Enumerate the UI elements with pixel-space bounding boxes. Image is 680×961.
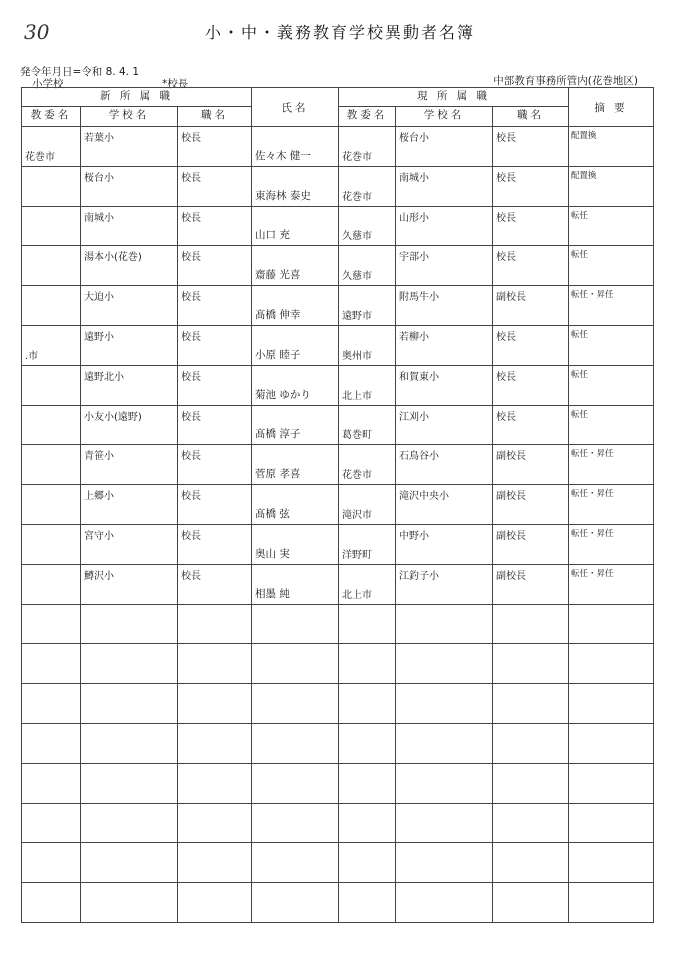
current-board-cell-text: 花巻市 bbox=[342, 470, 372, 482]
empty-cell bbox=[252, 644, 339, 684]
person-name-cell-text: 小原 睦子 bbox=[255, 348, 301, 361]
new-board-cell bbox=[22, 524, 81, 564]
empty-cell bbox=[339, 883, 396, 923]
new-school-cell-text: 桜台小 bbox=[84, 172, 114, 184]
current-title-cell-text: 副校長 bbox=[496, 530, 526, 542]
empty-cell bbox=[569, 763, 654, 803]
person-name-cell-text: 髙橋 淳子 bbox=[255, 428, 301, 441]
empty-cell bbox=[396, 644, 493, 684]
empty-table-row bbox=[22, 803, 654, 843]
empty-cell bbox=[339, 723, 396, 763]
empty-table-row bbox=[22, 604, 654, 644]
new-school-cell bbox=[81, 564, 178, 604]
current-school-cell bbox=[396, 564, 493, 604]
current-board-cell bbox=[339, 325, 396, 365]
empty-cell bbox=[493, 763, 569, 803]
new-title-cell bbox=[178, 485, 252, 525]
new-school-cell-text: 南城小 bbox=[84, 212, 114, 224]
new-school-cell-text: 若葉小 bbox=[84, 133, 114, 144]
position-label: *校長 bbox=[162, 78, 189, 90]
table-row bbox=[22, 365, 654, 405]
summary-cell bbox=[569, 445, 654, 485]
current-board-cell-text: 滝沢市 bbox=[342, 509, 372, 521]
new-board-cell bbox=[22, 246, 81, 286]
current-title-cell bbox=[493, 564, 569, 604]
new-title-cell bbox=[178, 206, 252, 246]
person-name-cell-text: 相墨 純 bbox=[255, 587, 290, 600]
empty-cell bbox=[22, 883, 81, 923]
current-title-cell-text: 校長 bbox=[496, 371, 516, 383]
current-title-cell bbox=[493, 166, 569, 206]
current-board-cell-text: 北上市 bbox=[342, 589, 372, 601]
new-title-cell-text: 校長 bbox=[181, 530, 201, 542]
current-title-cell-text: 校長 bbox=[496, 133, 516, 144]
new-title-cell bbox=[178, 445, 252, 485]
new-school-cell bbox=[81, 325, 178, 365]
new-title-cell bbox=[178, 127, 252, 167]
current-title-cell-text: 副校長 bbox=[496, 570, 526, 582]
current-title-cell bbox=[493, 206, 569, 246]
new-title-cell bbox=[178, 166, 252, 206]
new-board-cell bbox=[22, 325, 81, 365]
empty-cell bbox=[81, 604, 178, 644]
summary-cell-text: 転任 bbox=[571, 250, 589, 261]
new-school-cell bbox=[81, 365, 178, 405]
new-school-cell bbox=[81, 246, 178, 286]
new-school-cell-text: 遠野北小 bbox=[84, 371, 124, 383]
current-title-cell bbox=[493, 286, 569, 326]
empty-table-row bbox=[22, 684, 654, 724]
current-school-cell-text: 附馬牛小 bbox=[399, 292, 439, 304]
current-title-cell bbox=[493, 127, 569, 167]
new-board-cell bbox=[22, 127, 81, 167]
new-board-cell bbox=[22, 564, 81, 604]
summary-cell bbox=[569, 246, 654, 286]
current-school-cell bbox=[396, 524, 493, 564]
current-school-cell-text: 中野小 bbox=[399, 530, 429, 542]
current-school-cell bbox=[396, 286, 493, 326]
new-school-cell bbox=[81, 206, 178, 246]
empty-cell bbox=[22, 604, 81, 644]
empty-cell bbox=[396, 684, 493, 724]
summary-cell-text: 転任・昇任 bbox=[571, 528, 614, 539]
new-board-header: 教委名 bbox=[22, 107, 81, 127]
empty-cell bbox=[178, 843, 252, 883]
empty-cell bbox=[569, 723, 654, 763]
empty-cell bbox=[252, 883, 339, 923]
empty-cell bbox=[178, 723, 252, 763]
summary-cell bbox=[569, 286, 654, 326]
summary-cell bbox=[569, 524, 654, 564]
current-school-cell-text: 南城小 bbox=[399, 172, 429, 184]
person-name-cell-text: 髙橋 伸幸 bbox=[255, 308, 301, 321]
new-title-cell-text: 校長 bbox=[181, 371, 201, 383]
current-title-cell-text: 校長 bbox=[496, 172, 516, 184]
current-school-cell-text: 江刈小 bbox=[399, 411, 429, 423]
current-title-cell-text: 副校長 bbox=[496, 292, 526, 304]
empty-cell bbox=[493, 684, 569, 724]
summary-cell-text: 転任 bbox=[571, 369, 589, 380]
empty-cell bbox=[81, 644, 178, 684]
new-board-cell bbox=[22, 286, 81, 326]
empty-cell bbox=[396, 723, 493, 763]
current-board-cell-text: 花巻市 bbox=[342, 191, 372, 203]
person-name-cell-text: 菊池 ゆかり bbox=[255, 388, 311, 401]
empty-table-row bbox=[22, 644, 654, 684]
new-school-cell-text: 湯本小(花巻) bbox=[84, 252, 142, 264]
current-board-cell bbox=[339, 206, 396, 246]
current-title-cell-text: 副校長 bbox=[496, 491, 526, 503]
current-title-cell-text: 副校長 bbox=[496, 451, 526, 463]
empty-cell bbox=[493, 644, 569, 684]
empty-cell bbox=[339, 803, 396, 843]
new-board-cell bbox=[22, 365, 81, 405]
empty-cell bbox=[493, 843, 569, 883]
empty-cell bbox=[81, 763, 178, 803]
current-board-cell bbox=[339, 564, 396, 604]
summary-cell-text: 配置換 bbox=[571, 131, 597, 141]
person-name-cell bbox=[252, 206, 339, 246]
current-board-cell-text: 花巻市 bbox=[342, 151, 372, 163]
empty-cell bbox=[339, 644, 396, 684]
summary-cell bbox=[569, 166, 654, 206]
new-title-cell-text: 校長 bbox=[181, 491, 201, 503]
new-school-cell bbox=[81, 127, 178, 167]
empty-cell bbox=[22, 763, 81, 803]
summary-cell bbox=[569, 206, 654, 246]
current-school-cell-text: 石鳥谷小 bbox=[399, 451, 439, 463]
current-board-cell bbox=[339, 524, 396, 564]
new-title-cell-text: 校長 bbox=[181, 570, 201, 582]
empty-cell bbox=[22, 723, 81, 763]
table-row bbox=[22, 405, 654, 445]
new-school-cell bbox=[81, 445, 178, 485]
current-board-cell-text: 北上市 bbox=[342, 390, 372, 402]
current-assignment-header: 現 所 属 職 bbox=[339, 88, 569, 107]
new-title-cell bbox=[178, 564, 252, 604]
person-name-cell bbox=[252, 166, 339, 206]
table-row bbox=[22, 127, 654, 167]
empty-cell bbox=[81, 723, 178, 763]
empty-cell bbox=[339, 843, 396, 883]
empty-cell bbox=[339, 684, 396, 724]
person-name-cell bbox=[252, 445, 339, 485]
name-header: 氏名 bbox=[252, 88, 339, 127]
current-title-cell bbox=[493, 246, 569, 286]
new-school-cell-text: 大迫小 bbox=[84, 292, 114, 304]
empty-cell bbox=[569, 644, 654, 684]
current-title-cell-text: 校長 bbox=[496, 411, 516, 423]
empty-cell bbox=[178, 763, 252, 803]
empty-cell bbox=[22, 843, 81, 883]
empty-cell bbox=[22, 644, 81, 684]
summary-cell-text: 転任 bbox=[571, 409, 589, 420]
current-school-cell bbox=[396, 485, 493, 525]
person-name-cell bbox=[252, 564, 339, 604]
empty-cell bbox=[252, 604, 339, 644]
current-title-cell bbox=[493, 485, 569, 525]
empty-cell bbox=[569, 684, 654, 724]
empty-table-row bbox=[22, 843, 654, 883]
empty-cell bbox=[81, 883, 178, 923]
summary-cell-text: 転任 bbox=[571, 210, 589, 221]
new-title-header: 職名 bbox=[178, 107, 252, 127]
new-school-cell-text: 青笹小 bbox=[84, 451, 114, 463]
empty-cell bbox=[569, 843, 654, 883]
table-row bbox=[22, 246, 654, 286]
person-name-cell bbox=[252, 286, 339, 326]
table-row bbox=[22, 325, 654, 365]
current-board-cell-text: 葛巻町 bbox=[342, 430, 372, 442]
current-board-cell bbox=[339, 405, 396, 445]
current-school-cell bbox=[396, 246, 493, 286]
current-school-cell-text: 滝沢中央小 bbox=[399, 491, 449, 503]
empty-cell bbox=[569, 604, 654, 644]
current-school-cell bbox=[396, 166, 493, 206]
empty-cell bbox=[493, 723, 569, 763]
current-board-cell bbox=[339, 365, 396, 405]
current-title-cell-text: 校長 bbox=[496, 252, 516, 264]
empty-cell bbox=[569, 803, 654, 843]
new-board-cell-text: 花巻市 bbox=[25, 151, 55, 163]
person-name-cell-text: 佐々木 健一 bbox=[255, 149, 311, 162]
current-school-cell-text: 山形小 bbox=[399, 212, 429, 224]
current-title-cell-text: 校長 bbox=[496, 212, 516, 224]
current-board-cell-text: 洋野町 bbox=[342, 549, 372, 561]
empty-table-row bbox=[22, 723, 654, 763]
person-name-cell bbox=[252, 405, 339, 445]
current-school-cell bbox=[396, 365, 493, 405]
new-title-cell-text: 校長 bbox=[181, 292, 201, 304]
new-school-cell-text: 上郷小 bbox=[84, 491, 114, 503]
new-title-cell bbox=[178, 405, 252, 445]
empty-cell bbox=[396, 803, 493, 843]
current-title-cell bbox=[493, 405, 569, 445]
new-title-cell-text: 校長 bbox=[181, 133, 201, 144]
person-name-cell bbox=[252, 365, 339, 405]
person-name-cell-text: 奥山 実 bbox=[255, 547, 290, 560]
new-title-cell-text: 校長 bbox=[181, 172, 201, 184]
person-name-cell bbox=[252, 524, 339, 564]
person-name-cell-text: 山口 充 bbox=[255, 229, 290, 242]
current-school-cell bbox=[396, 445, 493, 485]
summary-cell-text: 転任・昇任 bbox=[571, 489, 614, 500]
new-school-header: 学校名 bbox=[81, 107, 178, 127]
current-board-cell bbox=[339, 286, 396, 326]
person-name-cell-text: 東海林 泰史 bbox=[255, 189, 311, 202]
person-name-cell-text: 齋藤 光喜 bbox=[255, 269, 301, 282]
empty-cell bbox=[493, 604, 569, 644]
new-title-cell-text: 校長 bbox=[181, 411, 201, 423]
current-school-header: 学校名 bbox=[396, 107, 493, 127]
empty-cell bbox=[396, 843, 493, 883]
empty-cell bbox=[339, 763, 396, 803]
table-row bbox=[22, 485, 654, 525]
current-school-cell-text: 宇部小 bbox=[399, 252, 429, 264]
empty-cell bbox=[178, 644, 252, 684]
new-title-cell bbox=[178, 325, 252, 365]
current-board-cell bbox=[339, 246, 396, 286]
empty-cell bbox=[81, 684, 178, 724]
current-title-cell bbox=[493, 445, 569, 485]
new-board-cell bbox=[22, 206, 81, 246]
current-title-cell bbox=[493, 524, 569, 564]
new-board-cell bbox=[22, 445, 81, 485]
empty-cell bbox=[252, 803, 339, 843]
current-school-cell-text: 若柳小 bbox=[399, 331, 429, 343]
table-row bbox=[22, 286, 654, 326]
person-name-cell bbox=[252, 246, 339, 286]
current-school-cell-text: 和賀東小 bbox=[399, 371, 439, 383]
empty-cell bbox=[339, 604, 396, 644]
current-school-cell bbox=[396, 405, 493, 445]
current-board-cell bbox=[339, 166, 396, 206]
table-row bbox=[22, 445, 654, 485]
summary-cell-text: 転任・昇任 bbox=[571, 568, 614, 579]
current-board-cell bbox=[339, 445, 396, 485]
new-title-cell-text: 校長 bbox=[181, 331, 201, 343]
new-board-cell bbox=[22, 485, 81, 525]
empty-cell bbox=[252, 684, 339, 724]
empty-cell bbox=[396, 763, 493, 803]
summary-cell bbox=[569, 405, 654, 445]
new-title-cell-text: 校長 bbox=[181, 252, 201, 264]
current-board-cell-text: 久慈市 bbox=[342, 271, 372, 283]
new-school-cell bbox=[81, 405, 178, 445]
person-name-cell bbox=[252, 127, 339, 167]
current-board-cell bbox=[339, 485, 396, 525]
current-school-cell bbox=[396, 325, 493, 365]
new-school-cell-text: 宮守小 bbox=[84, 530, 114, 542]
summary-header: 摘 要 bbox=[569, 88, 654, 127]
empty-cell bbox=[252, 763, 339, 803]
empty-cell bbox=[396, 883, 493, 923]
new-title-cell-text: 校長 bbox=[181, 451, 201, 463]
empty-cell bbox=[396, 604, 493, 644]
summary-cell bbox=[569, 127, 654, 167]
current-board-cell-text: 久慈市 bbox=[342, 231, 372, 243]
page-number: 30 bbox=[24, 20, 50, 44]
current-school-cell-text: 江釣子小 bbox=[399, 570, 439, 582]
current-title-cell bbox=[493, 325, 569, 365]
empty-cell bbox=[81, 843, 178, 883]
empty-cell bbox=[252, 843, 339, 883]
summary-cell-text: 転任・昇任 bbox=[571, 290, 614, 301]
summary-cell bbox=[569, 325, 654, 365]
empty-cell bbox=[178, 803, 252, 843]
new-title-cell bbox=[178, 246, 252, 286]
summary-cell-text: 転任 bbox=[571, 329, 589, 340]
new-title-cell bbox=[178, 524, 252, 564]
table-row bbox=[22, 524, 654, 564]
current-title-cell bbox=[493, 365, 569, 405]
new-school-cell-text: 遠野小 bbox=[84, 331, 114, 343]
new-title-cell bbox=[178, 365, 252, 405]
new-school-cell-text: 鱒沢小 bbox=[84, 570, 114, 582]
new-assignment-header: 新 所 属 職 bbox=[22, 88, 252, 107]
empty-cell bbox=[22, 803, 81, 843]
summary-cell bbox=[569, 485, 654, 525]
current-board-header: 教委名 bbox=[339, 107, 396, 127]
table-row bbox=[22, 564, 654, 604]
new-school-cell-text: 小友小(遠野) bbox=[84, 411, 142, 423]
current-school-cell-text: 桜台小 bbox=[399, 133, 429, 144]
new-title-cell bbox=[178, 286, 252, 326]
table-row bbox=[22, 206, 654, 246]
new-school-cell bbox=[81, 485, 178, 525]
roster-body bbox=[22, 127, 654, 923]
empty-cell bbox=[252, 723, 339, 763]
summary-cell bbox=[569, 564, 654, 604]
person-name-cell-text: 髙橋 弦 bbox=[255, 507, 290, 520]
empty-cell bbox=[569, 883, 654, 923]
empty-cell bbox=[22, 684, 81, 724]
current-board-cell bbox=[339, 127, 396, 167]
current-title-cell-text: 校長 bbox=[496, 331, 516, 343]
summary-cell bbox=[569, 365, 654, 405]
empty-cell bbox=[493, 883, 569, 923]
empty-cell bbox=[493, 803, 569, 843]
issue-date-label: 発令年月日=令和 8. 4. 1 bbox=[20, 66, 140, 78]
document-title: 小・中・義務教育学校異動者名簿 bbox=[204, 23, 475, 42]
empty-cell bbox=[178, 604, 252, 644]
current-board-cell-text: 遠野市 bbox=[342, 310, 372, 322]
new-board-cell-text: .市 bbox=[25, 350, 39, 362]
empty-table-row bbox=[22, 883, 654, 923]
new-school-cell bbox=[81, 166, 178, 206]
school-type-label: 小学校 bbox=[32, 78, 64, 90]
empty-cell bbox=[178, 684, 252, 724]
person-name-cell-text: 菅原 孝喜 bbox=[255, 468, 301, 481]
district-label: 中部教育事務所管内(花巻地区) bbox=[493, 75, 638, 87]
table-row bbox=[22, 166, 654, 206]
transfer-roster-table bbox=[21, 87, 654, 923]
current-board-cell-text: 奥州市 bbox=[342, 350, 372, 362]
person-name-cell bbox=[252, 325, 339, 365]
new-board-cell bbox=[22, 405, 81, 445]
person-name-cell bbox=[252, 485, 339, 525]
empty-cell bbox=[178, 883, 252, 923]
empty-table-row bbox=[22, 763, 654, 803]
current-title-header: 職名 bbox=[493, 107, 569, 127]
new-board-cell bbox=[22, 166, 81, 206]
new-school-cell bbox=[81, 524, 178, 564]
summary-cell-text: 転任・昇任 bbox=[571, 449, 614, 460]
current-school-cell bbox=[396, 206, 493, 246]
new-title-cell-text: 校長 bbox=[181, 212, 201, 224]
new-school-cell bbox=[81, 286, 178, 326]
current-school-cell bbox=[396, 127, 493, 167]
empty-cell bbox=[81, 803, 178, 843]
summary-cell-text: 配置換 bbox=[571, 170, 597, 181]
